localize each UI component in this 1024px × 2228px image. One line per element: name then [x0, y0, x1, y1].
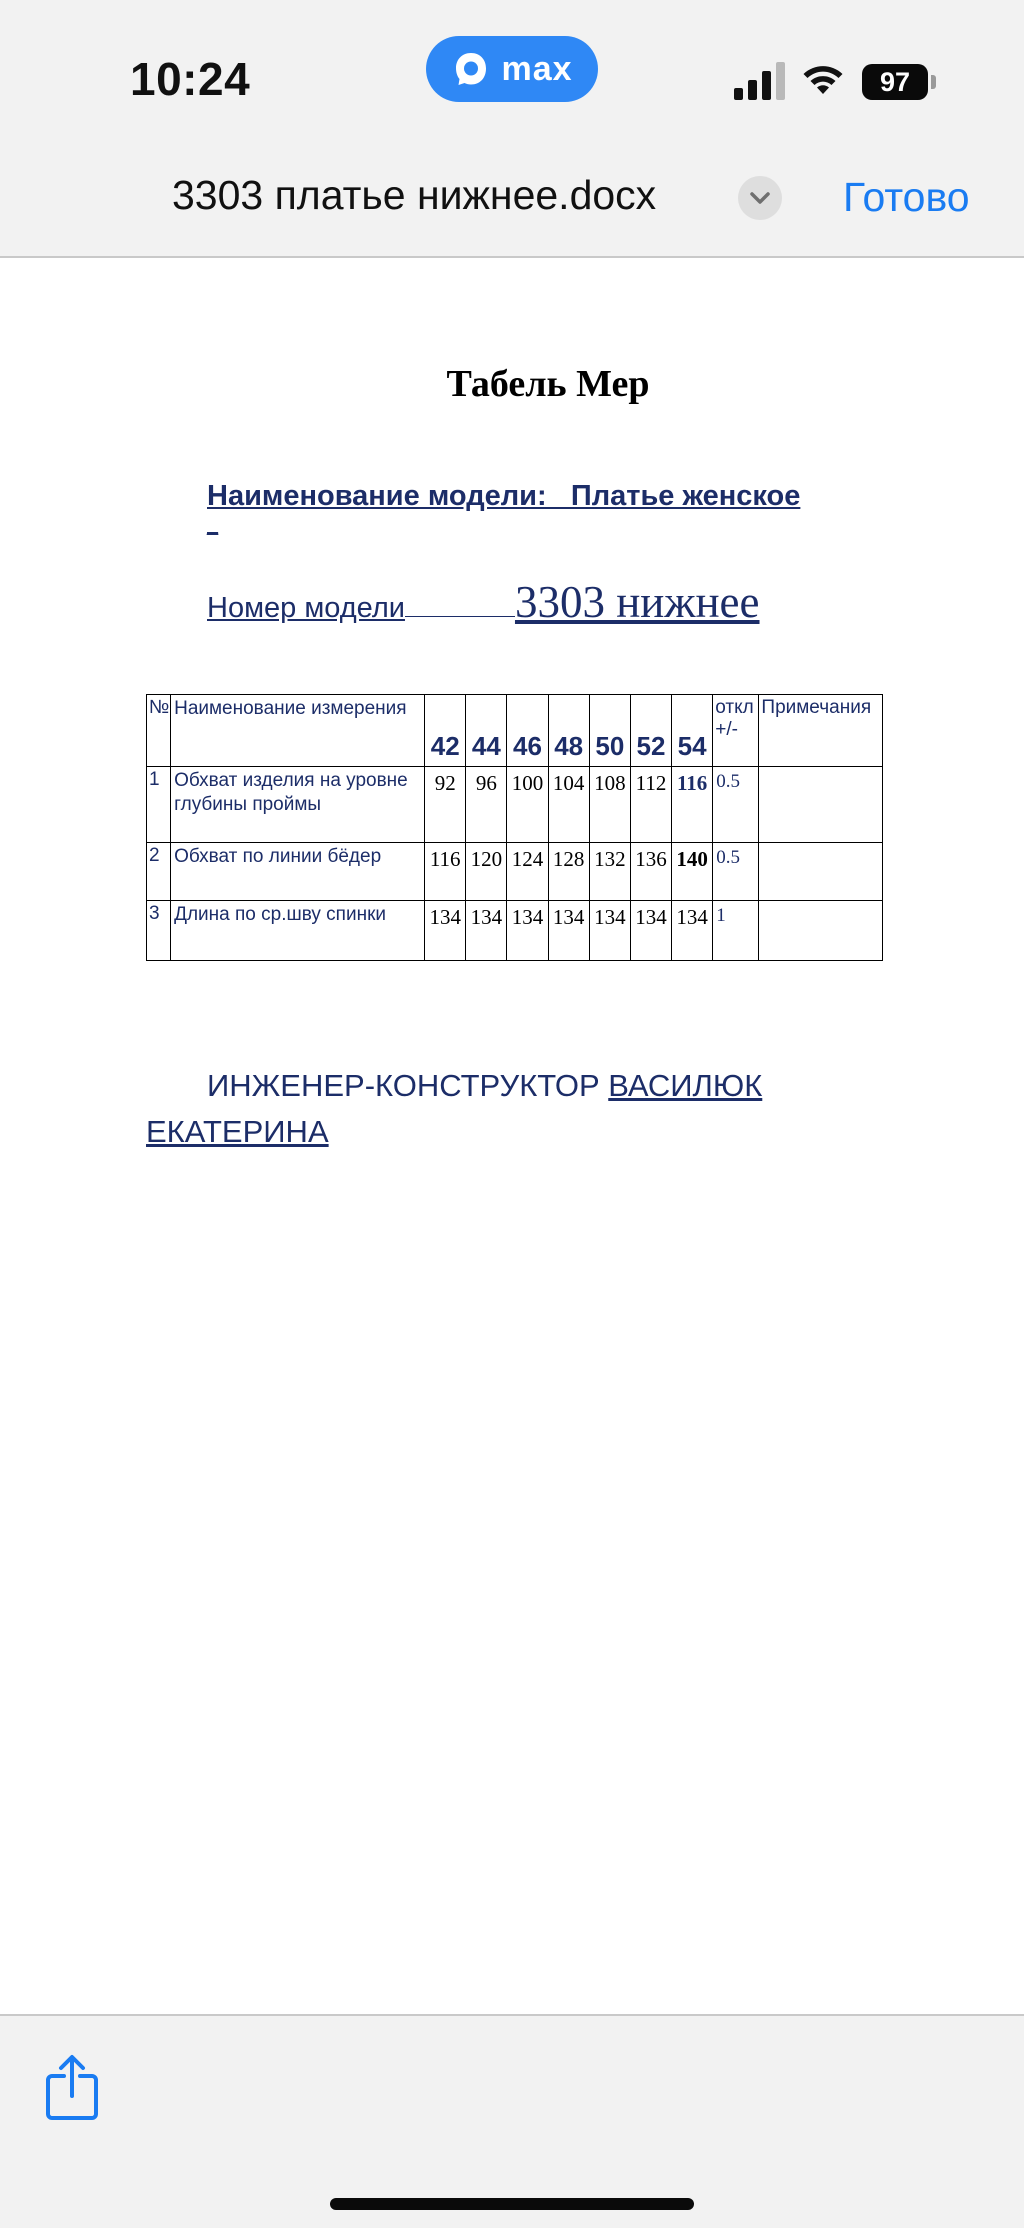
header-size: 44: [466, 695, 507, 767]
bottom-toolbar: [0, 2014, 1024, 2228]
table-row: [147, 767, 883, 843]
chevron-down-icon: [749, 191, 771, 205]
battery-cap: [931, 75, 936, 89]
header-name: Наименование измерения: [171, 695, 425, 767]
row-value: 116: [425, 843, 466, 901]
status-time: 10:24: [130, 53, 251, 105]
cellular-signal-icon: [734, 62, 786, 100]
header-size: 48: [548, 695, 589, 767]
row-value: 134: [589, 901, 630, 961]
engineer-first-name: ЕКАТЕРИНА: [146, 1114, 329, 1149]
row-notes: [759, 901, 883, 961]
row-num: 2: [147, 843, 171, 901]
row-num: 3: [147, 901, 171, 961]
document-title[interactable]: 3303 платье нижнее.docx: [172, 172, 657, 218]
document-page: [0, 258, 1024, 2014]
row-tolerance: 0.5: [713, 767, 759, 843]
model-name-dash: _: [207, 514, 219, 536]
header-size: 54: [672, 695, 713, 767]
row-tolerance: 1: [713, 901, 759, 961]
row-value: 104: [548, 767, 589, 843]
max-app-pill[interactable]: [426, 36, 598, 102]
table-row: [147, 901, 883, 961]
row-num: 1: [147, 767, 171, 843]
battery-level: 97: [862, 64, 928, 100]
row-notes: [759, 843, 883, 901]
header-size: 50: [589, 695, 630, 767]
table-row: [147, 843, 883, 901]
engineer-role: ИНЖЕНЕР-КОНСТРУКТОР: [207, 1068, 600, 1103]
model-number-underline: [405, 615, 515, 617]
row-value: 134: [630, 901, 671, 961]
row-value: 108: [589, 767, 630, 843]
engineer-surname: ВАСИЛЮК: [608, 1068, 763, 1103]
battery-icon: [862, 64, 938, 100]
row-value: 92: [425, 767, 466, 843]
row-value: 134: [466, 901, 507, 961]
row-value: 134: [672, 901, 713, 961]
header-size: 46: [507, 695, 548, 767]
row-notes: [759, 767, 883, 843]
home-indicator[interactable]: [330, 2198, 694, 2210]
row-value: 96: [466, 767, 507, 843]
engineer-line: [207, 1068, 762, 1104]
row-value: 112: [630, 767, 671, 843]
document-nav-bar: [0, 150, 1024, 258]
row-name: Длина по ср.шву спинки: [171, 901, 425, 961]
document-heading: Табель Мер: [446, 363, 650, 405]
row-value: 134: [507, 901, 548, 961]
model-number-label: Номер модели: [207, 592, 405, 624]
max-app-label: max: [501, 49, 573, 88]
wifi-icon: [800, 58, 846, 98]
title-menu-button[interactable]: [738, 176, 782, 220]
row-value: 120: [466, 843, 507, 901]
done-button[interactable]: Готово: [843, 174, 970, 220]
row-value: 132: [589, 843, 630, 901]
row-value-highlight: 116: [672, 767, 713, 843]
header-size: 52: [630, 695, 671, 767]
measurements-table: [146, 694, 883, 961]
header-size: 42: [425, 695, 466, 767]
model-number-value: 3303 нижнее: [514, 577, 760, 627]
row-value: 136: [630, 843, 671, 901]
status-bar: [0, 0, 1024, 150]
row-value: 124: [507, 843, 548, 901]
row-value: 128: [548, 843, 589, 901]
row-tolerance: 0.5: [713, 843, 759, 901]
row-value: 134: [548, 901, 589, 961]
row-value: 100: [507, 767, 548, 843]
row-value: 134: [425, 901, 466, 961]
header-tolerance: откл +/-: [713, 695, 759, 767]
model-name-line: Наименование модели: _Платье женское: [207, 480, 801, 512]
row-name: Обхват изделия на уровне глубины проймы: [171, 767, 425, 843]
row-value-highlight: 140: [672, 843, 713, 901]
table-header-row: [147, 695, 883, 767]
model-number-row: [207, 576, 760, 628]
header-notes: Примечания: [759, 695, 883, 767]
row-name: Обхват по линии бёдер: [171, 843, 425, 901]
header-num: №: [147, 695, 171, 767]
max-logo-icon: [451, 49, 491, 89]
share-icon[interactable]: [44, 2052, 100, 2122]
